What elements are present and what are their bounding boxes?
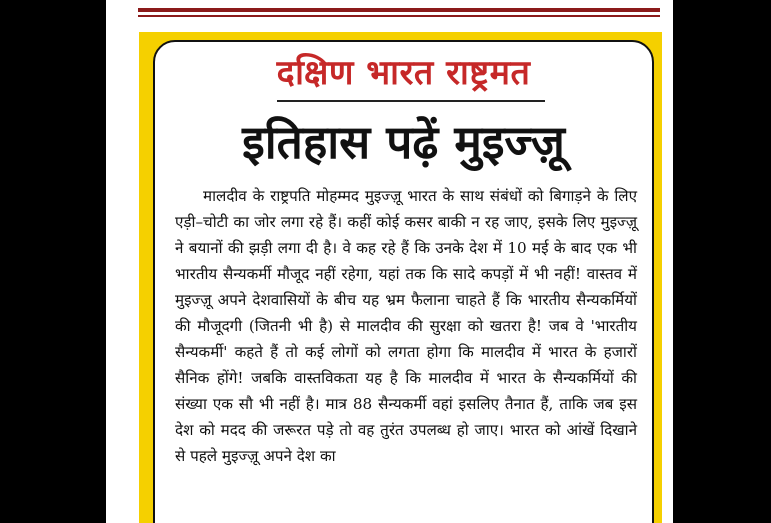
article-body: मालदीव के राष्ट्रपति मोहम्मद मुइज्ज़ू भारत के साथ संबंधों को बिगाड़ने के लिए एड़ी–चोटी का जोर लगा रहे हैं। कहीं कोई कसर बाकी न रह जाए, इसके लिए मुइज्ज़ू ने बयानों की झड़ी लगा दी है। वे कह रहे हैं कि उनके देश में 10 मई के बाद एक भी भारतीय सैन्यकर्मी मौजूद नहीं रहेगा, यहां तक कि सादे कपड़ों में भी नहीं! वास्तव में मुइज्ज़ू अपने देशवासियों के बीच यह भ्रम फैलाना चाहते हैं कि भारतीय सैन्यकर्मियों की मौजूदगी (जितनी भी है) से मालदीव की सुरक्षा को खतरा है! जब वे 'भारतीय सैन्यकर्मी' कहते हैं तो कई लोगों को लगता होगा कि मालदीव में भारत के हजारों सैनिक होंगे! जबकि वास्तविकता यह है कि मालदीव में भारत के सैन्यकर्मियों की संख्या एक सौ भी नहीं है। मात्र 88 सैन्यकर्मी वहां इसलिए तैनात हैं, ताकि जब इस देश को मदद की जरूरत पड़े तो वह तुरंत उपलब्ध हो जाए। भारत को आंखें दिखाने से पहले मुइज्ज़ू अपने देश का	[175, 187, 637, 465]
top-rule-thin	[138, 15, 660, 17]
masthead-rule	[277, 100, 545, 102]
newspaper-page	[106, 0, 673, 523]
masthead: दक्षिण भारत राष्ट्रमत	[276, 53, 531, 93]
headline: इतिहास पढ़ें मुइज्ज़ू	[242, 115, 565, 169]
editorial-card	[153, 40, 654, 523]
top-rule	[138, 8, 660, 12]
